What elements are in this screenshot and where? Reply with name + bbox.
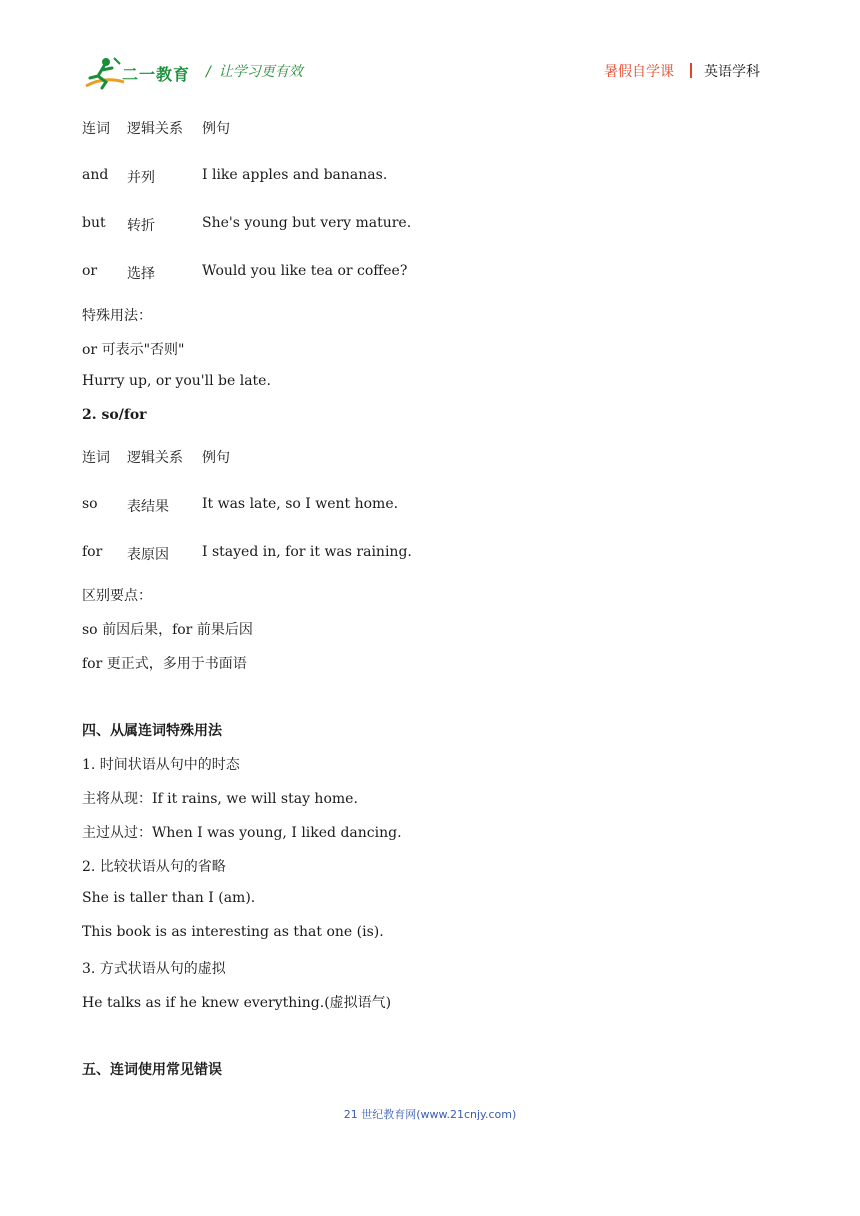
special-usage-title: 特殊用法： [82, 308, 152, 324]
table-row [82, 167, 682, 187]
table1-header-row [82, 118, 682, 138]
table-cell: so [82, 496, 98, 512]
section-heading: 五、连词使用常见错误 [82, 1062, 222, 1078]
table-cell: 并列 [127, 170, 155, 186]
table-cell: 表结果 [127, 499, 169, 515]
difference-line: so 前因后果，for 前果后因 [82, 622, 253, 638]
section-heading: 2. so/for [82, 407, 147, 423]
table-cell: and [82, 167, 109, 183]
table2-header-relation: 逻辑关系 [127, 450, 183, 466]
page-header [0, 0, 860, 100]
example-line: This book is as interesting as that one (is). [82, 924, 384, 940]
table-cell: 表原因 [127, 547, 169, 563]
example-line: He talks as if he knew everything.(虚拟语气) [82, 995, 392, 1011]
footer-link[interactable]: 21 世纪教育网(www.21cnjy.com) [343, 1108, 517, 1121]
special-usage-line: or 可表示"否则" [82, 342, 185, 358]
table-cell: I stayed in, for it was raining. [202, 544, 412, 560]
slash-divider-icon: / [206, 64, 211, 80]
table-cell: for [82, 544, 103, 560]
header-divider [690, 63, 692, 78]
slogan-text: 让学习更有效 [218, 64, 303, 80]
table1-header-relation: 逻辑关系 [127, 121, 183, 137]
example-line: 主过从过：When I was young, I liked dancing. [82, 825, 402, 841]
logo-text: 二一教育 [122, 65, 191, 84]
table2-header-conj: 连词 [82, 450, 110, 466]
table2-header-row [82, 447, 682, 467]
table-cell: It was late, so I went home. [202, 496, 399, 512]
table-cell: 选择 [127, 266, 155, 282]
special-usage-example: Hurry up, or you'll be late. [82, 373, 271, 389]
subsection-title: 2. 比较状语从句的省略 [82, 859, 226, 875]
table-cell: 转折 [127, 218, 155, 234]
table-row [82, 544, 682, 564]
table-cell: I like apples and bananas. [202, 167, 388, 183]
table-row [82, 496, 682, 516]
table-cell: She's young but very mature. [202, 215, 412, 231]
example-line: She is taller than I (am). [82, 890, 256, 906]
table-cell: or [82, 263, 98, 279]
difference-title: 区别要点： [82, 588, 152, 604]
difference-line: for 更正式，多用于书面语 [82, 656, 247, 672]
table-cell: but [82, 215, 106, 231]
section-heading: 四、从属连词特殊用法 [82, 723, 222, 739]
course-label: 暑假自学课 [604, 64, 674, 80]
table2-header-example: 例句 [202, 450, 230, 466]
subsection-title: 3. 方式状语从句的虚拟 [82, 961, 226, 977]
subsection-title: 1. 时间状语从句中的时态 [82, 757, 240, 773]
slogan [206, 61, 303, 81]
table-cell: Would you like tea or coffee? [202, 263, 408, 279]
example-line: 主将从现：If it rains, we will stay home. [82, 791, 358, 807]
table1-header-conj: 连词 [82, 121, 110, 137]
table-row [82, 263, 682, 283]
subject-label: 英语学科 [704, 64, 760, 80]
table-row [82, 215, 682, 235]
table1-header-example: 例句 [202, 121, 230, 137]
